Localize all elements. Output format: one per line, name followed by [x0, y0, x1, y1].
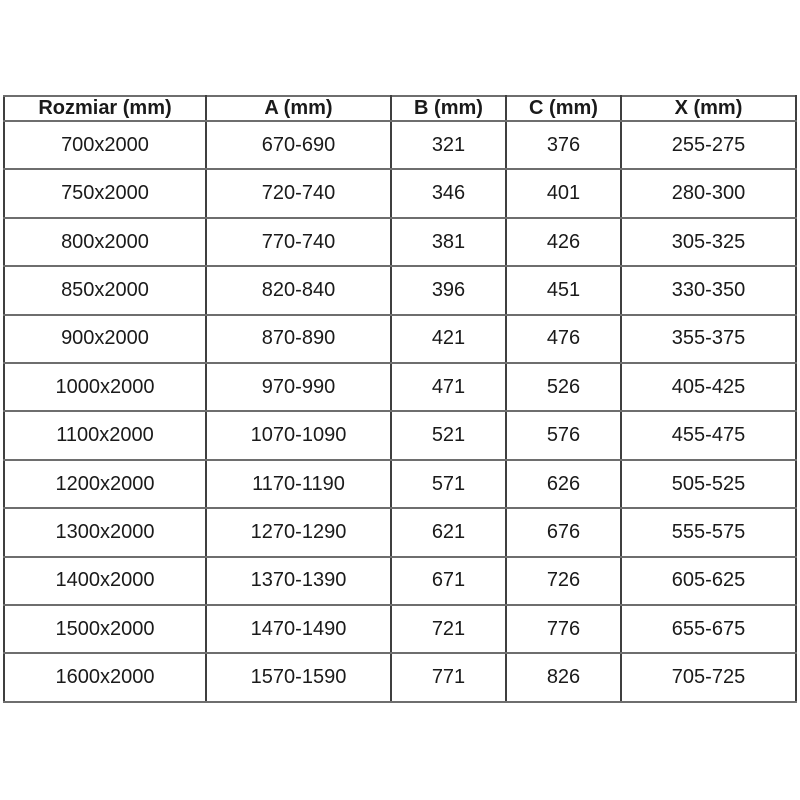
table-cell: 455-475 [621, 411, 796, 459]
table-cell: 1270-1290 [206, 508, 391, 556]
table-row [4, 121, 796, 169]
column-header: B (mm) [391, 96, 506, 121]
table-cell: 800x2000 [4, 218, 206, 266]
table-cell: 1400x2000 [4, 557, 206, 605]
table-cell: 1200x2000 [4, 460, 206, 508]
table-cell: 355-375 [621, 315, 796, 363]
table-cell: 1070-1090 [206, 411, 391, 459]
column-header: C (mm) [506, 96, 621, 121]
header-row [4, 96, 796, 121]
table-row [4, 557, 796, 605]
table-cell: 676 [506, 508, 621, 556]
table-cell: 826 [506, 653, 621, 702]
table-cell: 726 [506, 557, 621, 605]
table-row [4, 605, 796, 653]
table-cell: 305-325 [621, 218, 796, 266]
table-row [4, 363, 796, 411]
table-cell: 970-990 [206, 363, 391, 411]
table-row [4, 315, 796, 363]
table-cell: 1600x2000 [4, 653, 206, 702]
table-cell: 1170-1190 [206, 460, 391, 508]
table-cell: 1100x2000 [4, 411, 206, 459]
table-cell: 346 [391, 169, 506, 217]
table-row [4, 653, 796, 702]
table-cell: 1000x2000 [4, 363, 206, 411]
table-cell: 700x2000 [4, 121, 206, 169]
column-header: Rozmiar (mm) [4, 96, 206, 121]
table-cell: 721 [391, 605, 506, 653]
table-row [4, 218, 796, 266]
table-cell: 621 [391, 508, 506, 556]
table-cell: 471 [391, 363, 506, 411]
table-cell: 421 [391, 315, 506, 363]
table-cell: 870-890 [206, 315, 391, 363]
table-row [4, 460, 796, 508]
table-cell: 776 [506, 605, 621, 653]
table-cell: 505-525 [621, 460, 796, 508]
table-cell: 771 [391, 653, 506, 702]
table-cell: 381 [391, 218, 506, 266]
table-cell: 526 [506, 363, 621, 411]
table-cell: 476 [506, 315, 621, 363]
table-cell: 900x2000 [4, 315, 206, 363]
column-header: A (mm) [206, 96, 391, 121]
table-body [4, 121, 796, 702]
table-cell: 396 [391, 266, 506, 314]
table-cell: 555-575 [621, 508, 796, 556]
table-cell: 770-740 [206, 218, 391, 266]
table-cell: 671 [391, 557, 506, 605]
table-cell: 1570-1590 [206, 653, 391, 702]
table-row [4, 508, 796, 556]
table-cell: 720-740 [206, 169, 391, 217]
table-row [4, 411, 796, 459]
table-cell: 330-350 [621, 266, 796, 314]
table-row [4, 266, 796, 314]
table-cell: 626 [506, 460, 621, 508]
table-cell: 571 [391, 460, 506, 508]
table-cell: 820-840 [206, 266, 391, 314]
table-cell: 1470-1490 [206, 605, 391, 653]
table-cell: 655-675 [621, 605, 796, 653]
table-cell: 401 [506, 169, 621, 217]
table-cell: 521 [391, 411, 506, 459]
table-cell: 426 [506, 218, 621, 266]
table-cell: 321 [391, 121, 506, 169]
dimensions-table-container [3, 95, 795, 703]
table-cell: 1300x2000 [4, 508, 206, 556]
table-cell: 280-300 [621, 169, 796, 217]
table-cell: 576 [506, 411, 621, 459]
table-cell: 1370-1390 [206, 557, 391, 605]
table-cell: 850x2000 [4, 266, 206, 314]
table-cell: 750x2000 [4, 169, 206, 217]
table-cell: 1500x2000 [4, 605, 206, 653]
table-cell: 451 [506, 266, 621, 314]
table-cell: 255-275 [621, 121, 796, 169]
table-row [4, 169, 796, 217]
table-cell: 605-625 [621, 557, 796, 605]
table-cell: 405-425 [621, 363, 796, 411]
dimensions-table [3, 95, 797, 703]
table-cell: 705-725 [621, 653, 796, 702]
table-cell: 376 [506, 121, 621, 169]
column-header: X (mm) [621, 96, 796, 121]
table-cell: 670-690 [206, 121, 391, 169]
